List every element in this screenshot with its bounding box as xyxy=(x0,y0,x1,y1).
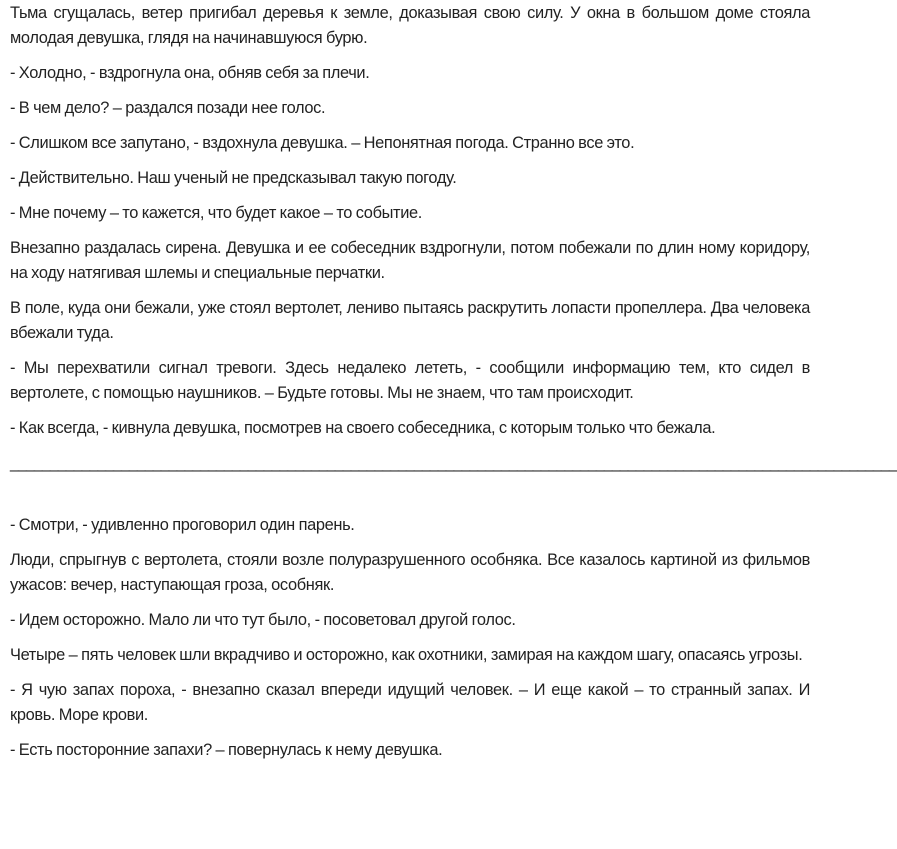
story-document xyxy=(10,1,897,773)
blank-space xyxy=(10,476,810,513)
paragraph: - Как всегда, - кивнула девушка, посмотрев на своего собеседника, с которым только что бежала. xyxy=(10,419,716,437)
paragraph: Четыре – пять человек шли вкрадчиво и осторожно, как охотники, замирая на каждом шагу, опасаясь угрозы. xyxy=(10,646,803,664)
paragraph: - Мне почему – то кажется, что будет какое – то событие. xyxy=(10,204,422,222)
paragraph: - Идем осторожно. Мало ли что тут было, - посоветовал другой голос. xyxy=(10,611,516,629)
paragraph: - Есть посторонние запахи? – повернулась к нему девушка. xyxy=(10,741,443,759)
paragraph: Люди, спрыгнув с вертолета, стояли возле полуразрушенного особняка. Все казалось картиной из фильмов ужасов: вечер, наступающая гроза, особняк. xyxy=(10,551,810,594)
paragraph: - Я чую запах пороха, - внезапно сказал впереди идущий человек. – И еще какой – то странный запах. И кровь. Море крови. xyxy=(10,681,810,724)
paragraph: - Холодно, - вздрогнула она, обняв себя за плечи. xyxy=(10,64,370,82)
paragraph: В поле, куда они бежали, уже стоял вертолет, лениво пытаясь раскрутить лопасти пропеллера. Два человека вбежали туда. xyxy=(10,299,810,342)
paragraph: - Смотри, - удивленно проговорил один парень. xyxy=(10,516,355,534)
paragraph: - В чем дело? – раздался позади нее голос. xyxy=(10,99,326,117)
paragraph: Тьма сгущалась, ветер пригибал деревья к земле, доказывая свою силу. У окна в большом доме стояла молодая девушка, глядя на начинавшуюся бурю. xyxy=(10,4,810,47)
paragraph: - Мы перехватили сигнал тревоги. Здесь недалеко лететь, - сообщили информацию тем, кто сидел в вертолете, с помощью наушников. – Будьте готовы. Мы не знаем, что там происходит. xyxy=(10,359,810,402)
paragraph: Внезапно раздалась сирена. Девушка и ее собеседник вздрогнули, потом побежали по длин ному коридору, на ходу натягивая шлемы и специальные перчатки. xyxy=(10,239,810,282)
paragraph: - Слишком все запутано, - вздохнула девушка. – Непонятная погода. Странно все это. xyxy=(10,134,635,152)
paragraph: - Действительно. Наш ученый не предсказывал такую погоду. xyxy=(10,169,457,187)
section-separator: ________________________________________________________________________________________________________________ xyxy=(10,454,897,472)
